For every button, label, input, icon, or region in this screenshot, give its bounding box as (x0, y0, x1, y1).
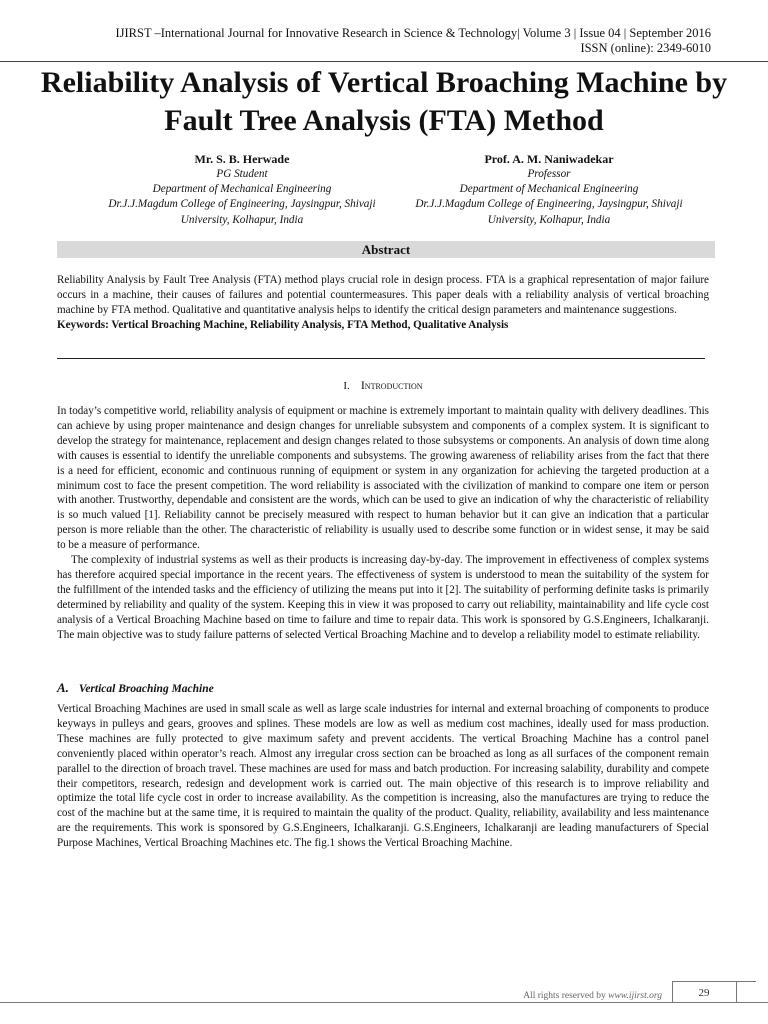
rights-text: All rights reserved by (523, 991, 606, 1001)
footer-site-link[interactable]: www.ijirst.org (608, 991, 662, 1001)
journal-header (0, 26, 711, 56)
author-role: Professor (527, 168, 571, 180)
paper-title: Reliability Analysis of Vertical Broaching Machine by Fault Tree Analysis (FTA) Method (40, 66, 728, 137)
author-name: Mr. S. B. Herwade (194, 152, 290, 166)
author-role: PG Student (216, 168, 268, 180)
paragraph: Vertical Broaching Machines are used in small scale as well as large scale industries for internal and external broaching of components to produce keyways in pulleys and gears, grooves and splines. These models are low as well as medium cost machines, ideally used for mass production. These machines are fully protected to give maximum safety and prevent accidents. The vertical Broaching Machine has a control panel conveniently placed within operator’s reach. Almost any irregular cross section can be broached as long as all surfaces of the component remain parallel to the direction of broach travel. These machines are used for mass and batch production. For increasing salability, durability and compete their competitors, research, redesign and development work is carried out. The main objective of this research is to improve reliability and optimize the total life cycle cost in order to increase availability. As the competition is increasing, also the manufactures are trying to reduce the cost of the machine but at the same time, it is required to maintain the quality of the product. Quality, reliability, availability and less maintenance are the requirements. This work is sponsored by G.S.Engineers, Ichalkaranji. G.S.Engineers, Ichalkaranji are leading manufacturers of Special Purpose Machines, Vertical Broaching Machines etc. The fig.1 shows the Vertical Broaching Machine. (57, 703, 709, 850)
page-box-decoration (736, 981, 756, 1002)
author-name: Prof. A. M. Naniwadekar (484, 152, 614, 166)
author-department: Department of Mechanical Engineering (152, 183, 332, 196)
subsection-body (57, 702, 709, 851)
author-block-1 (77, 151, 407, 228)
section-title: Introduction (360, 378, 423, 392)
introduction-body (57, 404, 709, 643)
paragraph: The complexity of industrial systems as well as their products is increasing day-by-day. The improvement in effectiveness of complex systems has therefore acquired special importance in the recent years. The effectiveness of system is understood to mean the suitability of the system for the fulfillment of the intended tasks and the efficiency of utilizing the means put into it [2]. The suitability of performing definite tasks is primarily determined by reliability and quality of the system. Keeping this in view it was proposed to carry out reliability, maintainability and life cycle cost analysis of a Vertical Broaching Machine based on time to failure and time to repair data. This work is sponsored by G.S.Engineers, Ichalkaranji. The main objective was to study failure patterns of selected Vertical Broaching Machine and to develop a reliability model to estimate reliability. (57, 554, 709, 641)
abstract-text: Reliability Analysis by Fault Tree Analysis (FTA) method plays crucial role in design process. FTA is a graphical representation of major failure occurs in a machine, their causes of failures and potential countermeasures. This paper deals with a reliability analysis of vertical broaching machine by FTA method. Qualitative and quantitative analysis helps to identify the critical design parameters and maintenance suggestions. (57, 274, 709, 316)
section-number: I. (343, 380, 350, 392)
keywords: Keywords: Vertical Broaching Machine, Reliability Analysis, FTA Method, Qualitative Analysis (57, 318, 509, 331)
journal-citation-line: IJIRST –International Journal for Innovative Research in Science & Technology| Volume 3 | Issue 04 | September 2016 (115, 26, 711, 40)
author-block-2 (384, 151, 714, 228)
abstract-section (57, 273, 709, 333)
header-divider (0, 61, 768, 62)
author-department: Department of Mechanical Engineering (459, 183, 639, 196)
author-college: Dr.J.J.Magdum College of Engineering, Jaysingpur, Shivaji (108, 198, 376, 211)
subsection-title: Vertical Broaching Machine (78, 683, 214, 695)
author-university: University, Kolhapur, India (180, 213, 304, 226)
paragraph: In today’s competitive world, reliability analysis of equipment or machine is extremely important to maintain quality with delivery deadlines. This can achieve by using proper maintenance and design changes for unreliable subsystem and components of a complex system. It is significant to develop the strategy for maintenance, replacement and design changes related to those subsystems or components. An analysis of down time along with causes is essential to identify the unreliable components and subsystems. The growing awareness of reliability arises from the fact that there is a need for efficient, economic and continuous running of equipment or system in any organization for achieving the targeted production at a minimum cost to face the present competition. The word reliability is associated with the civilization of mankind to compare one item or person with another. Trustworthy, dependable and consistent are the words, which can be used to give an indication of why the characteristic of reliability is so much valued [1]. Reliability cannot be precisely measured with respect to human behavior but it can give an indication that a particular person is more reliable than the other. The characteristic of reliability is usually used to describe some function or in widest sense, it may be said to be a measure of performance. (57, 405, 709, 552)
page-box-divider (736, 981, 737, 1002)
keywords-divider (57, 358, 705, 359)
section-heading-introduction (57, 378, 709, 393)
abstract-heading: Abstract (57, 241, 715, 258)
author-university: University, Kolhapur, India (487, 213, 611, 226)
footer-divider (0, 1002, 768, 1003)
author-college: Dr.J.J.Magdum College of Engineering, Jaysingpur, Shivaji (415, 198, 683, 211)
footer-rights (420, 990, 662, 1002)
page-number: 29 (698, 987, 710, 999)
subsection-heading (57, 681, 214, 696)
issn-line: ISSN (online): 2349-6010 (580, 41, 711, 55)
subsection-number: A. (57, 680, 69, 695)
